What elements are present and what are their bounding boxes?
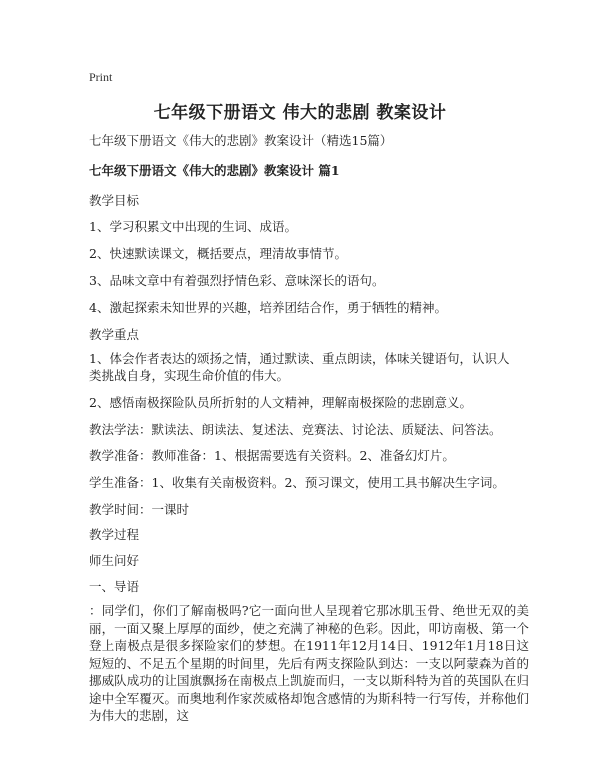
goals-heading: 教学目标: [89, 193, 140, 208]
greeting-line: 师生问好: [89, 553, 140, 568]
process-heading: 教学过程: [89, 527, 140, 542]
intro-heading: 一、导语: [89, 579, 140, 594]
focus-item: 2、感悟南极探险队员所折射的人文精神，理解南极探险的悲剧意义。: [89, 395, 472, 410]
intro-paragraph: ：同学们，你们了解南极吗?它一面向世人呈现着它那冰肌玉骨、绝世无双的美丽，一面又聚上厚厚的面纱，使之充满了神秘的色彩。因此，叩访南极、第一个登上南极点是很多探险家们的梦想。在1911年12月14日、1912年1月18日这短短的、不足五个星期的时间里，先后有两支探险队到达：一支以阿蒙森为首的挪威队成功的让国旗飘扬在南极点上凯旋而归，一支以斯科特为首的英国队在归途中全军覆灭。而奥地利作家茨威格却饱含感情的为斯科特一行写传，并称他们为伟大的悲剧，这: [89, 603, 529, 723]
goal-item: 3、品味文章中有着强烈抒情色彩、意味深长的语句。: [89, 273, 385, 288]
section-heading: 七年级下册语文《伟大的悲剧》教案设计 篇1: [89, 163, 340, 178]
goal-item: 4、激起探索未知世界的兴趣，培养团结合作，勇于牺牲的精神。: [89, 300, 447, 315]
teaching-time: 教学时间：一课时: [89, 502, 190, 517]
goal-item: 2、快速默读课文，概括要点，理清故事情节。: [89, 246, 347, 261]
print-link[interactable]: Print: [89, 70, 113, 84]
teacher-preparation: 教学准备：教师准备：1、根据需要选有关资料。2、准备幻灯片。: [89, 448, 455, 463]
goal-item: 1、学习积累文中出现的生词、成语。: [89, 219, 297, 234]
teaching-methods: 教法学法：默读法、朗读法、复述法、竞赛法、讨论法、质疑法、问答法。: [89, 422, 502, 437]
focus-heading: 教学重点: [89, 327, 140, 342]
document-subtitle: 七年级下册语文《伟大的悲剧》教案设计（精选15篇）: [89, 133, 393, 148]
student-preparation: 学生准备：1、收集有关南极资料。2、预习课文，使用工具书解决生字词。: [89, 475, 505, 490]
page-title: 七年级下册语文 伟大的悲剧 教案设计: [153, 103, 447, 123]
focus-item: 1、体会作者表达的颂扬之情，通过默读、重点朗读，体味关键语句，认识人类挑战自身，实现生命价值的伟大。: [89, 351, 510, 383]
